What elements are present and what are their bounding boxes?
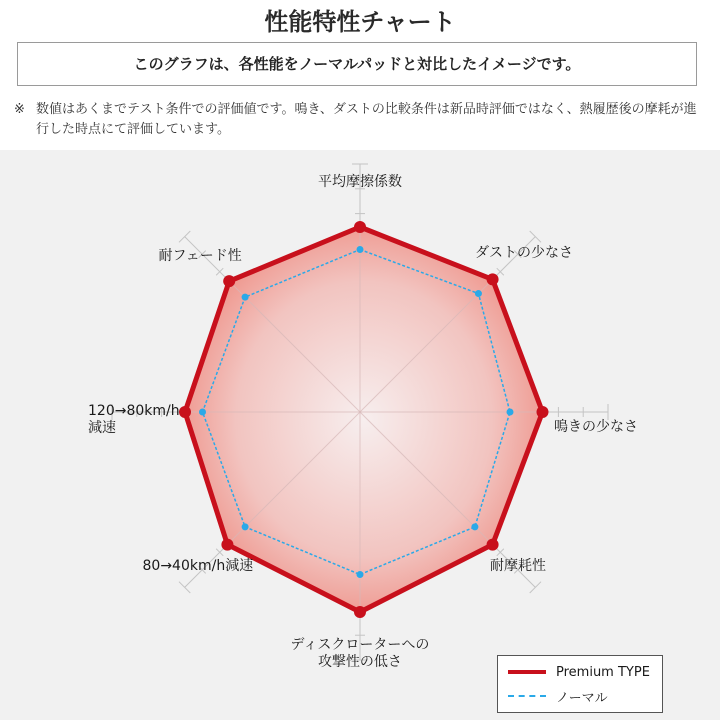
- series-point-normal: [199, 409, 206, 416]
- axis-label: [490, 558, 546, 575]
- series-point-premium: [487, 273, 499, 285]
- axis-label-line: ディスクローターへの: [290, 637, 430, 653]
- series-polygon-premium: [185, 227, 543, 612]
- axis-label-line: 120→80km/h: [88, 403, 180, 419]
- series-point-normal: [507, 409, 514, 416]
- axis-label: [159, 248, 242, 265]
- axis-label-line: 80→40km/h減速: [142, 557, 254, 574]
- legend-label-premium: Premium TYPE: [556, 664, 650, 680]
- axis-label-line: 減速: [88, 420, 116, 436]
- series-point-normal: [475, 290, 482, 297]
- axis-label-line: 耐摩耗性: [490, 557, 546, 574]
- axis-label: [143, 558, 254, 575]
- axis-label-line: ダストの少なさ: [475, 244, 573, 261]
- series-point-premium: [354, 221, 366, 233]
- series-point-premium: [223, 275, 235, 287]
- series-point-normal: [242, 523, 249, 530]
- note-text: 数値はあくまでテスト条件での評価値です。鳴き、ダストの比較条件は新品時評価ではなく、熱履歴後の摩耗が進行した時点にて評価しています。: [36, 102, 697, 137]
- axis-label: [475, 245, 573, 262]
- axis-label: [554, 419, 638, 436]
- legend-swatch-normal: [508, 695, 546, 697]
- series-point-normal: [242, 294, 249, 301]
- series-point-premium: [179, 406, 191, 418]
- axis-label-line: 攻撃性の低さ: [317, 654, 402, 670]
- chart-legend: [497, 655, 663, 713]
- axis-label-line: 鳴きの少なさ: [554, 418, 638, 435]
- axis-label-line: 平均摩擦係数: [318, 173, 402, 190]
- series-point-normal: [471, 523, 478, 530]
- legend-label-normal: ノーマル: [556, 690, 608, 706]
- series-point-premium: [354, 606, 366, 618]
- axis-label-line: 耐フェード性: [158, 247, 242, 264]
- axis-label: [318, 174, 402, 191]
- note-mark: ※: [14, 102, 25, 117]
- legend-swatch-premium: [508, 670, 546, 674]
- series-point-normal: [357, 571, 364, 578]
- series-point-premium: [537, 406, 549, 418]
- axis-label: [291, 637, 430, 671]
- series-point-premium: [487, 539, 499, 551]
- axis-label: [88, 403, 180, 437]
- page-title: 性能特性チャート: [264, 8, 456, 36]
- series-point-normal: [357, 246, 364, 253]
- legend-item-normal: [508, 686, 608, 706]
- series-point-premium: [221, 539, 233, 551]
- legend-item-premium: [508, 662, 650, 682]
- chart-description-text: このグラフは、各性能をノーマルパッドと対比したイメージです。: [133, 55, 581, 73]
